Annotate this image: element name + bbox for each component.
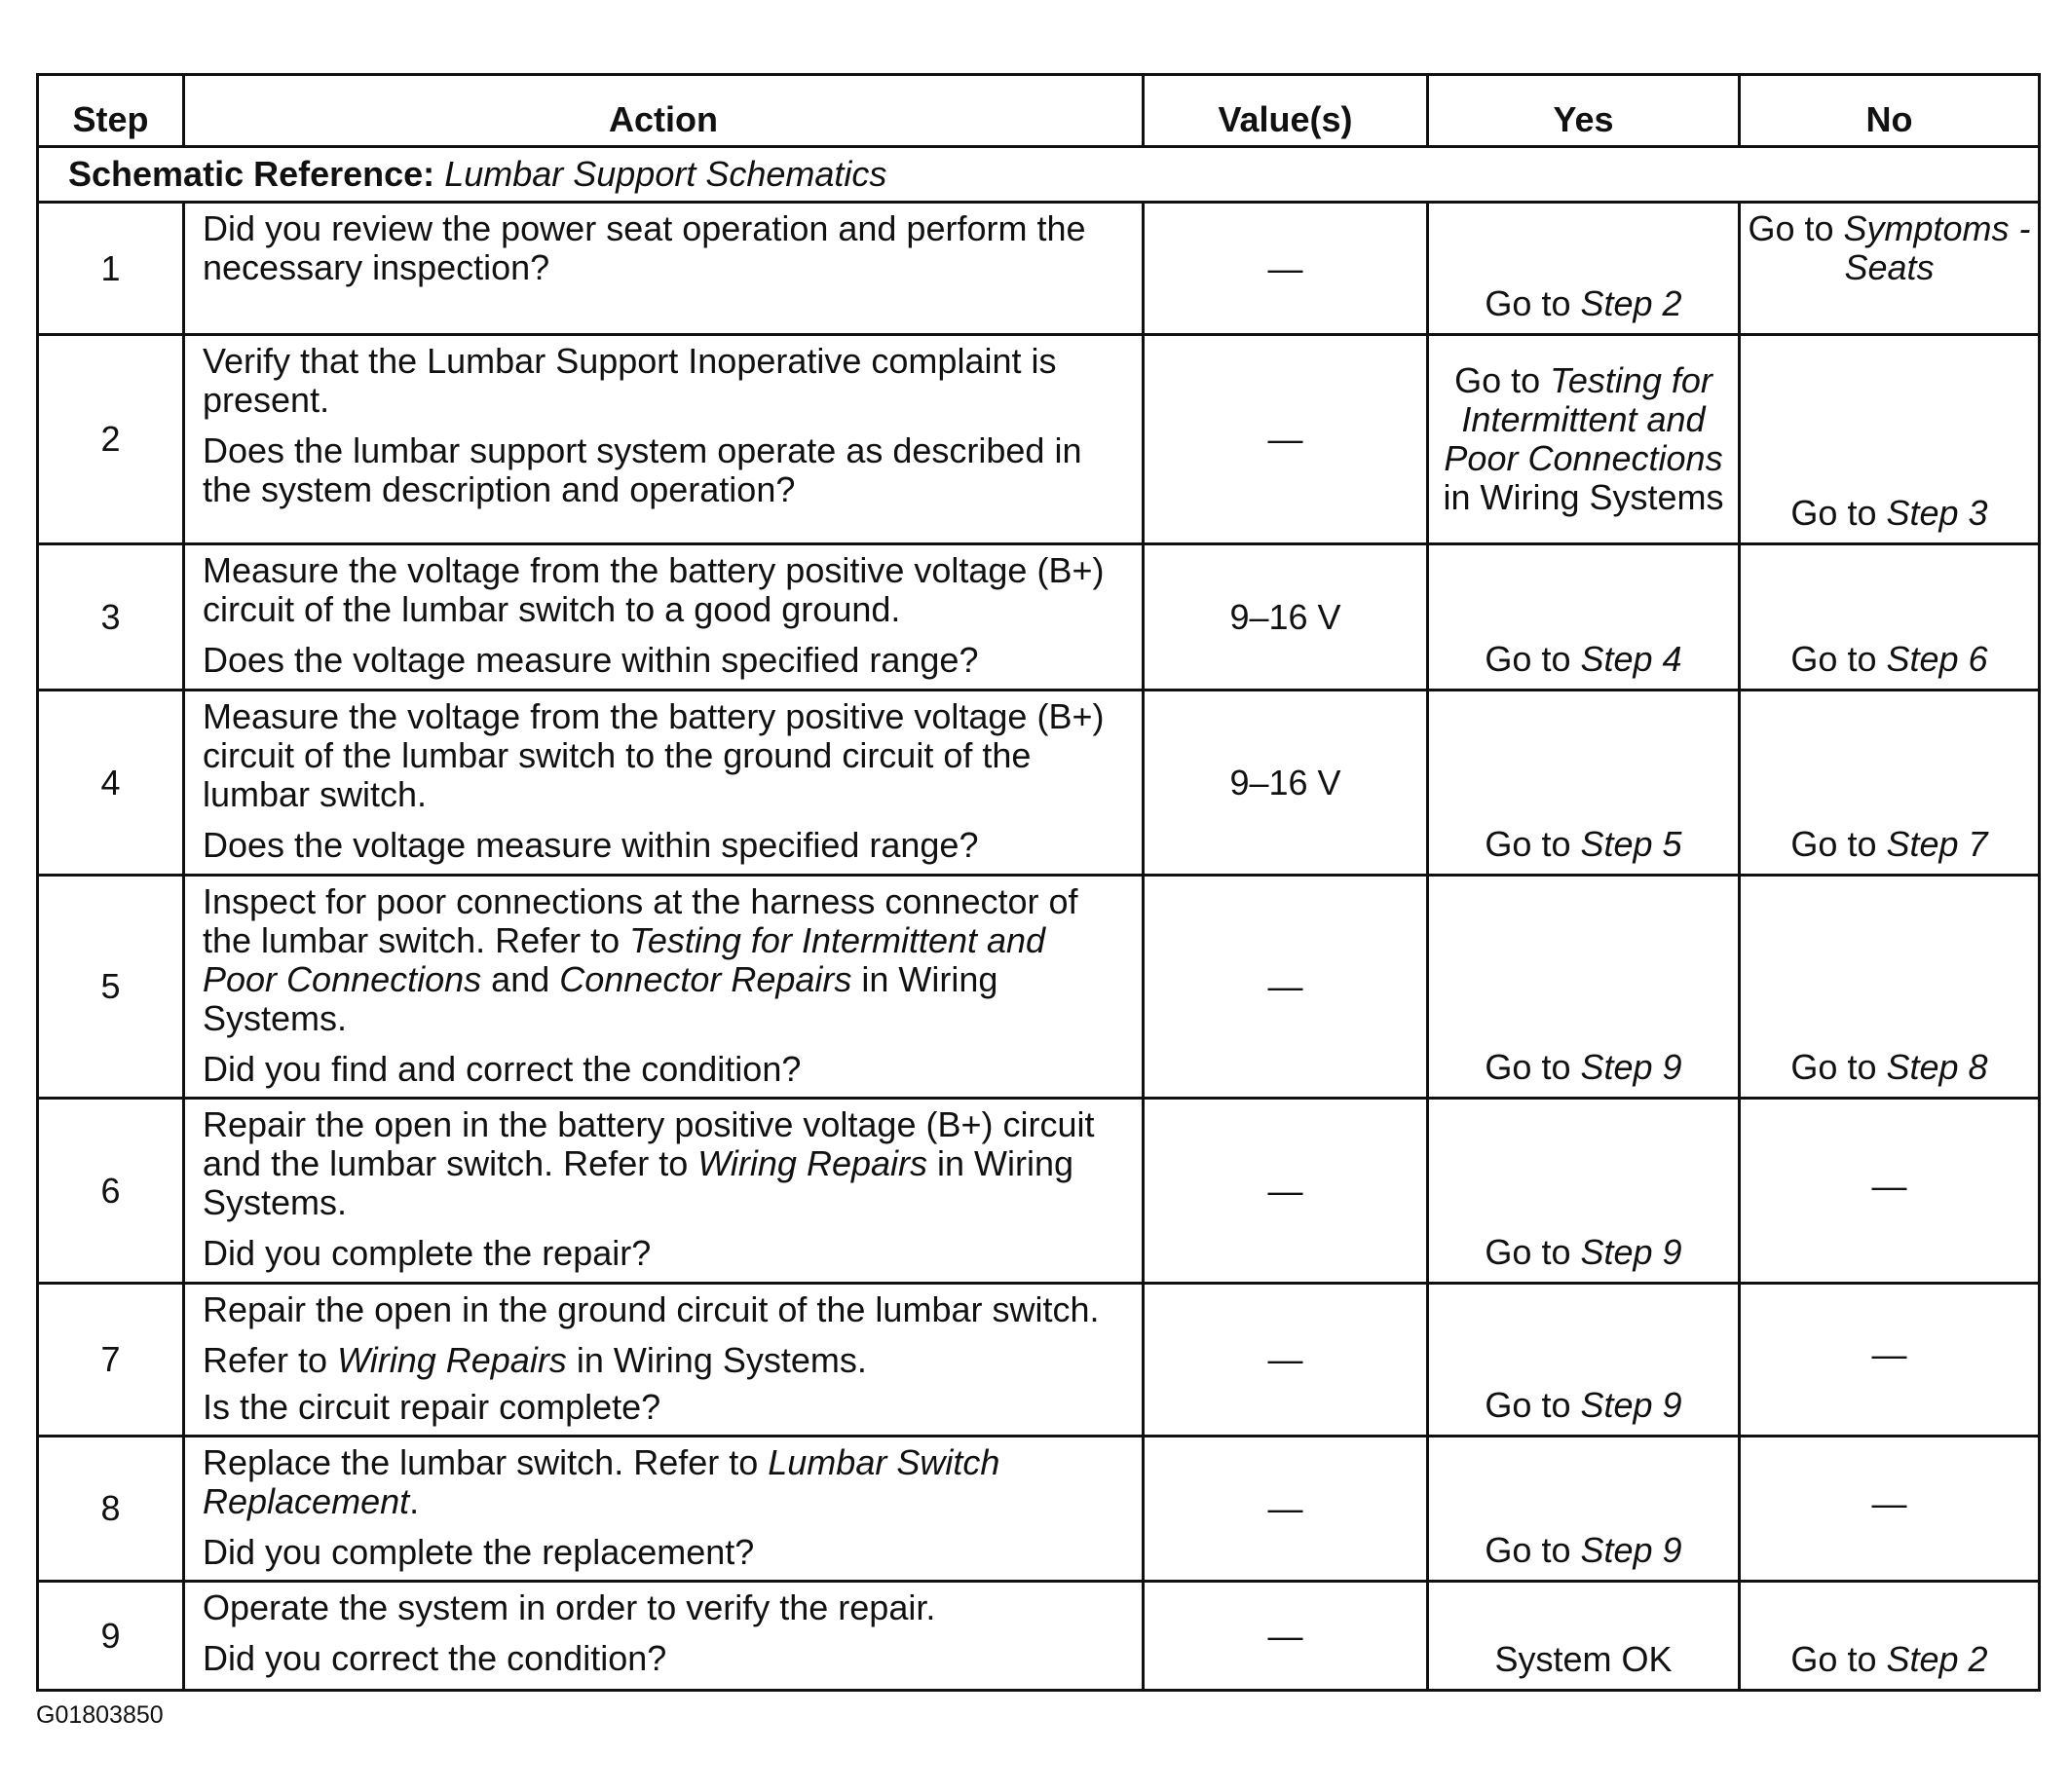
action-text: Measure the voltage from the battery positive voltage (B+) circuit of the lumbar switch to a good ground. <box>203 550 1105 629</box>
action-text-part: Repair the open in the battery positive voltage (B+) circuit and the lumbar switch. Refer to <box>203 1104 1095 1183</box>
step-number: 6 <box>38 1099 184 1284</box>
yes-prefix: Go to <box>1485 283 1581 323</box>
action-text: Did you review the power seat operation and perform the necessary inspection? <box>203 208 1086 287</box>
value-cell: — <box>1144 1437 1428 1582</box>
table-row <box>38 1582 2040 1691</box>
no-prefix: Go to <box>1790 639 1887 679</box>
yes-cell <box>1428 1437 1740 1582</box>
schematic-reference-link[interactable]: Lumbar Support Schematics <box>444 154 887 194</box>
no-prefix: Go to <box>1790 1047 1887 1087</box>
action-text-part: in Wiring Systems. <box>203 959 998 1038</box>
yes-cell <box>1428 876 1740 1099</box>
figure-code: G01803850 <box>36 1701 164 1729</box>
no-prefix: Go to <box>1790 493 1887 533</box>
no-prefix: Go to <box>1748 208 1844 248</box>
no-cell <box>1740 544 2040 691</box>
yes-cell <box>1428 691 1740 876</box>
value-cell: — <box>1144 1099 1428 1284</box>
action-cell <box>184 544 1144 691</box>
value-cell: — <box>1144 203 1428 335</box>
action-text-part: and <box>481 959 560 999</box>
action-text: Measure the voltage from the battery positive voltage (B+) circuit of the lumbar switch to the ground circuit of the lumbar switch. <box>203 696 1105 814</box>
action-question: Did you complete the repair? <box>203 1233 652 1273</box>
no-cell <box>1740 1582 2040 1691</box>
table-row <box>38 876 2040 1099</box>
yes-prefix: Go to <box>1485 1232 1581 1272</box>
yes-link[interactable]: Step 9 <box>1580 1232 1682 1272</box>
no-cell <box>1740 203 2040 335</box>
table-row <box>38 1284 2040 1437</box>
action-question: Is the circuit repair complete? <box>203 1387 661 1427</box>
action-text: Repair the open in the ground circuit of the lumbar switch. <box>203 1289 1100 1329</box>
action-link[interactable]: Connector Repairs <box>559 959 852 999</box>
value-cell: — <box>1144 335 1428 544</box>
no-prefix: Go to <box>1790 1639 1887 1679</box>
action-text: Operate the system in order to verify the repair. <box>203 1587 936 1627</box>
step-number: 7 <box>38 1284 184 1437</box>
no-link[interactable]: Step 6 <box>1886 639 1988 679</box>
table-row <box>38 335 2040 544</box>
action-link[interactable]: Lumbar Switch Replacement <box>203 1442 1000 1521</box>
value-cell: — <box>1144 876 1428 1099</box>
table-row <box>38 691 2040 876</box>
yes-prefix: Go to <box>1485 1047 1581 1087</box>
yes-prefix: Go to <box>1485 1530 1581 1570</box>
step-number: 5 <box>38 876 184 1099</box>
header-row <box>38 75 2040 147</box>
step-number: 4 <box>38 691 184 876</box>
action-link[interactable]: Wiring Repairs <box>697 1143 927 1183</box>
yes-cell <box>1428 203 1740 335</box>
no-link[interactable]: Step 2 <box>1886 1639 1988 1679</box>
header-values: Value(s) <box>1144 75 1428 147</box>
action-text-part: Inspect for poor connections at the harness connector of the lumbar switch. Refer to <box>203 881 1078 960</box>
action-text <box>203 1341 1122 1380</box>
yes-cell <box>1428 1284 1740 1437</box>
yes-link[interactable]: Step 4 <box>1580 639 1682 679</box>
action-question: Does the lumbar support system operate as described in the system description and operation? <box>203 430 1082 509</box>
yes-link[interactable]: Step 9 <box>1580 1047 1682 1087</box>
yes-cell <box>1428 1099 1740 1284</box>
no-link[interactable]: Step 8 <box>1886 1047 1988 1087</box>
header-step: Step <box>38 75 184 147</box>
yes-prefix: Go to <box>1485 1385 1581 1425</box>
action-text <box>203 1105 1122 1222</box>
action-text <box>203 1443 1122 1521</box>
schematic-reference-row <box>38 147 2040 203</box>
action-text-part: in Wiring Systems. <box>203 1143 1074 1222</box>
yes-prefix: Go to <box>1485 824 1581 864</box>
action-question: Did you correct the condition? <box>203 1638 667 1678</box>
action-question: Does the voltage measure within specified range? <box>203 640 979 680</box>
action-text-part: . <box>409 1481 420 1521</box>
no-cell <box>1740 691 2040 876</box>
no-link[interactable]: Step 7 <box>1886 824 1988 864</box>
action-cell <box>184 1437 1144 1582</box>
yes-prefix: Go to <box>1485 639 1581 679</box>
table-row <box>38 1437 2040 1582</box>
diagnostic-table <box>36 73 2041 1692</box>
no-cell: — <box>1740 1437 2040 1582</box>
no-prefix: Go to <box>1790 824 1887 864</box>
yes-link[interactable]: Step 5 <box>1580 824 1682 864</box>
action-cell <box>184 1582 1144 1691</box>
yes-link[interactable]: Step 9 <box>1580 1530 1682 1570</box>
action-cell <box>184 876 1144 1099</box>
action-cell <box>184 335 1144 544</box>
no-cell <box>1740 335 2040 544</box>
yes-prefix: Go to <box>1454 360 1551 400</box>
yes-link[interactable]: Step 9 <box>1580 1385 1682 1425</box>
action-cell <box>184 691 1144 876</box>
table-row <box>38 1099 2040 1284</box>
schematic-reference-label: Schematic Reference: <box>68 154 435 194</box>
action-question: Does the voltage measure within specified range? <box>203 825 979 865</box>
step-number: 3 <box>38 544 184 691</box>
schematic-reference <box>38 147 2040 203</box>
action-link[interactable]: Wiring Repairs <box>337 1340 567 1380</box>
header-no: No <box>1740 75 2040 147</box>
no-cell: — <box>1740 1284 2040 1437</box>
action-text <box>203 882 1122 1038</box>
no-link[interactable]: Step 3 <box>1886 493 1988 533</box>
value-cell: — <box>1144 1284 1428 1437</box>
table-row <box>38 203 2040 335</box>
step-number: 1 <box>38 203 184 335</box>
yes-cell: System OK <box>1428 1582 1740 1691</box>
action-question: Did you find and correct the condition? <box>203 1049 802 1089</box>
yes-cell <box>1428 544 1740 691</box>
header-yes: Yes <box>1428 75 1740 147</box>
action-question: Did you complete the replacement? <box>203 1532 755 1572</box>
step-number: 9 <box>38 1582 184 1691</box>
value-cell: 9–16 V <box>1144 544 1428 691</box>
no-cell <box>1740 876 2040 1099</box>
yes-link[interactable]: Step 2 <box>1580 283 1682 323</box>
no-link[interactable]: Symptoms - Seats <box>1843 208 2031 287</box>
action-text-part: Refer to <box>203 1340 338 1380</box>
header-action: Action <box>184 75 1144 147</box>
value-cell: — <box>1144 1582 1428 1691</box>
action-cell <box>184 1099 1144 1284</box>
step-number: 8 <box>38 1437 184 1582</box>
action-cell <box>184 203 1144 335</box>
step-number: 2 <box>38 335 184 544</box>
yes-link[interactable]: Testing for Intermittent and Poor Connections <box>1444 360 1723 478</box>
action-text-part: in Wiring Systems. <box>566 1340 867 1380</box>
no-cell: — <box>1740 1099 2040 1284</box>
table-row <box>38 544 2040 691</box>
action-cell <box>184 1284 1144 1437</box>
value-cell: 9–16 V <box>1144 691 1428 876</box>
action-text-part: Replace the lumbar switch. Refer to <box>203 1442 769 1482</box>
yes-cell <box>1428 335 1740 544</box>
action-text: Verify that the Lumbar Support Inoperative complaint is present. <box>203 341 1057 420</box>
action-link[interactable]: Testing for Intermittent and Poor Connections <box>203 920 1046 999</box>
yes-suffix: in Wiring Systems <box>1443 477 1724 517</box>
